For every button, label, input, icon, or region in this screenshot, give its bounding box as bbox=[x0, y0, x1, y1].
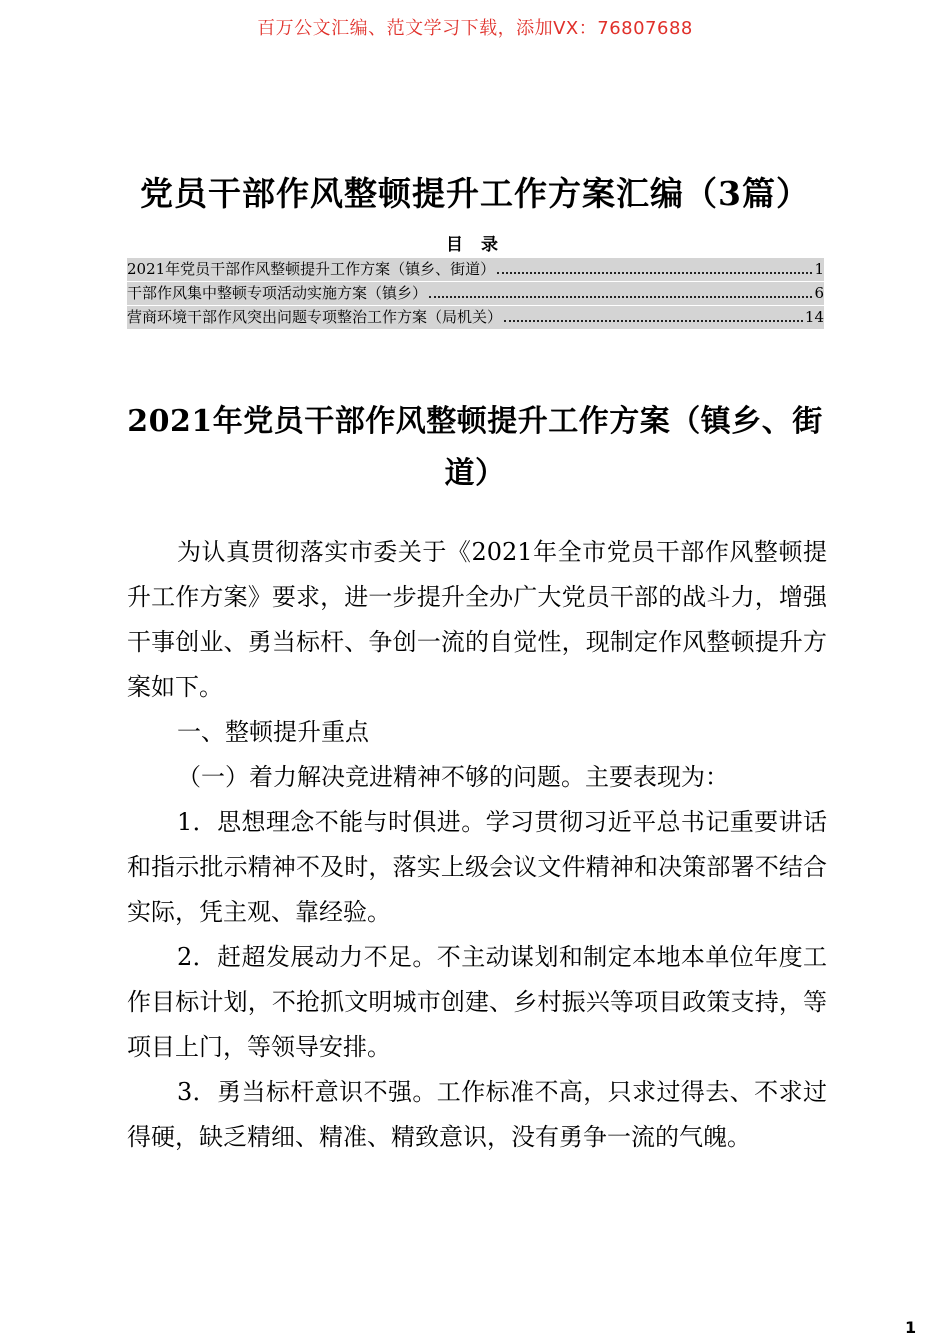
paragraph: 1．思想理念不能与时俱进。学习贯彻习近平总书记重要讲话和指示批示精神不及时，落实上级会议文件精神和决策部署不结合实际，凭主观、靠经验。 bbox=[127, 808, 827, 926]
toc-leader-dots bbox=[504, 319, 803, 322]
page-number: 1 bbox=[905, 1318, 917, 1337]
toc-entry-page: 6 bbox=[814, 284, 824, 302]
paragraph: 3．勇当标杆意识不强。工作标准不高，只求过得去、不求过得硬，缺乏精细、精准、精致意识，没有勇争一流的气魄。 bbox=[127, 1078, 827, 1151]
paragraph: 一、整顿提升重点 bbox=[177, 718, 369, 746]
toc-leader-dots bbox=[429, 295, 812, 298]
table-of-contents bbox=[127, 258, 824, 330]
header-banner: 百万公文汇编、范文学习下载，添加VX：76807688 bbox=[257, 18, 693, 39]
toc-entry-page: 1 bbox=[814, 260, 824, 278]
toc-entry[interactable] bbox=[127, 282, 824, 305]
toc-heading: 目 录 bbox=[446, 235, 504, 255]
toc-entry-title: 营商环境干部作风突出问题专项整治工作方案（局机关） bbox=[127, 308, 503, 326]
toc-entry[interactable] bbox=[127, 258, 824, 281]
body-text bbox=[127, 530, 827, 1160]
toc-entry[interactable] bbox=[127, 306, 824, 329]
toc-entry-title: 干部作风集中整顿专项活动实施方案（镇乡） bbox=[127, 284, 428, 302]
toc-leader-dots bbox=[497, 271, 812, 274]
toc-entry-title: 2021年党员干部作风整顿提升工作方案（镇乡、街道） bbox=[127, 260, 496, 278]
document-title: 党员干部作风整顿提升工作方案汇编（3篇） bbox=[140, 174, 810, 213]
section-title: 2021年党员干部作风整顿提升工作方案（镇乡、街道） bbox=[127, 404, 823, 491]
toc-entry-page: 14 bbox=[804, 308, 824, 326]
paragraph: 2．赶超发展动力不足。不主动谋划和制定本地本单位年度工作目标计划，不抢抓文明城市创建、乡村振兴等项目政策支持，等项目上门，等领导安排。 bbox=[127, 943, 827, 1061]
paragraph: 为认真贯彻落实市委关于《2021年全市党员干部作风整顿提升工作方案》要求，进一步提升全办广大党员干部的战斗力，增强干事创业、勇当标杆、争创一流的自觉性，现制定作风整顿提升方案如下。 bbox=[127, 538, 827, 701]
paragraph: （一）着力解决竞进精神不够的问题。主要表现为： bbox=[177, 763, 729, 791]
